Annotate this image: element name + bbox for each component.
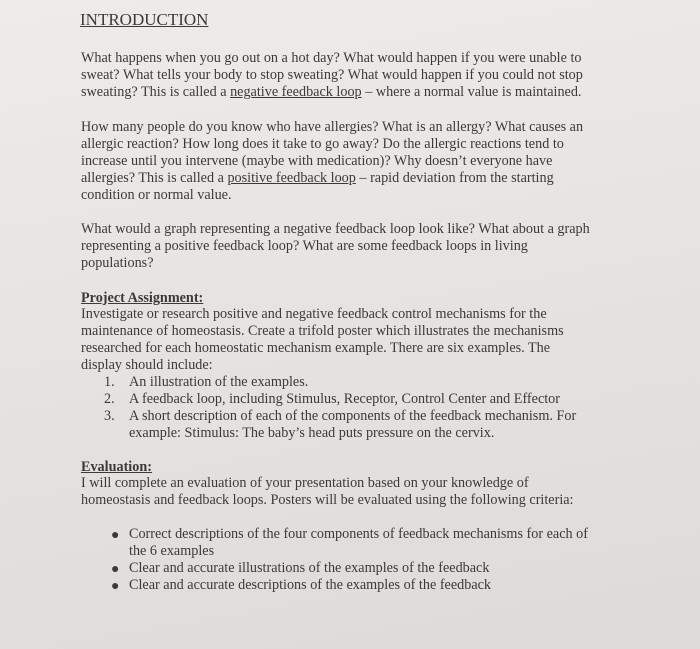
list-item-continuation: example: Stimulus: The baby’s head puts pressure on the cervix. — [129, 425, 495, 441]
positive-feedback-term: positive feedback loop — [227, 170, 356, 186]
list-number: 3. — [104, 408, 115, 424]
text-line: homeostasis and feedback loops. Posters will be evaluated using the following criteria: — [81, 492, 574, 508]
text-line — [81, 170, 554, 187]
text-line: What would a graph representing a negative feedback loop look like? What about a graph — [81, 221, 590, 237]
section-heading: Project Assignment: — [81, 290, 204, 306]
text-segment: – rapid deviation from the starting — [355, 170, 554, 186]
negative-feedback-term: negative feedback loop — [230, 84, 362, 100]
bullet-item-continuation: the 6 examples — [129, 543, 215, 559]
text-line: How many people do you know who have allergies? What is an allergy? What causes an — [81, 119, 584, 135]
bullet-icon: ● — [111, 562, 120, 577]
text-line: increase until you intervene (maybe with medication)? Why doesn’t everyone have — [81, 153, 553, 169]
list-item: A short description of each of the components of the feedback mechanism. For — [129, 408, 577, 424]
text-line: allergic reaction? How long does it take to go away? Do the allergic reactions tend to — [81, 136, 564, 152]
text-line: display should include: — [81, 357, 213, 373]
bullet-icon: ● — [111, 528, 120, 543]
text-line: researched for each homeostatic mechanism example. There are six examples. The — [81, 340, 551, 356]
text-line: I will complete an evaluation of your presentation based on your knowledge of — [81, 475, 529, 491]
text-line: What happens when you go out on a hot day? What would happen if you were unable to — [81, 50, 582, 66]
bullet-item: Clear and accurate illustrations of the examples of the feedback — [129, 560, 490, 576]
text-line: populations? — [81, 255, 154, 271]
page-title: INTRODUCTION — [80, 10, 209, 29]
text-segment: allergies? This is called a — [81, 170, 228, 186]
text-segment: – where a normal value is maintained. — [361, 84, 582, 100]
text-line: Investigate or research positive and negative feedback control mechanisms for the — [81, 306, 547, 322]
text-segment: sweating? This is called a — [81, 84, 231, 100]
text-line: maintenance of homeostasis. Create a trifold poster which illustrates the mechanisms — [81, 323, 564, 339]
text-line: sweat? What tells your body to stop sweating? What would happen if you could not stop — [81, 67, 583, 83]
list-number: 2. — [104, 391, 115, 407]
list-number: 1. — [104, 374, 115, 390]
list-item: A feedback loop, including Stimulus, Receptor, Control Center and Effector — [129, 391, 560, 407]
text-line — [81, 84, 581, 101]
section-heading: Evaluation: — [81, 459, 152, 475]
bullet-item: Clear and accurate descriptions of the examples of the feedback — [129, 577, 492, 593]
text-line: representing a positive feedback loop? What are some feedback loops in living — [81, 238, 528, 254]
bullet-item: Correct descriptions of the four components of feedback mechanisms for each of — [129, 526, 588, 542]
bullet-icon: ● — [111, 579, 120, 594]
text-line: condition or normal value. — [81, 187, 232, 203]
list-item: An illustration of the examples. — [129, 374, 309, 390]
